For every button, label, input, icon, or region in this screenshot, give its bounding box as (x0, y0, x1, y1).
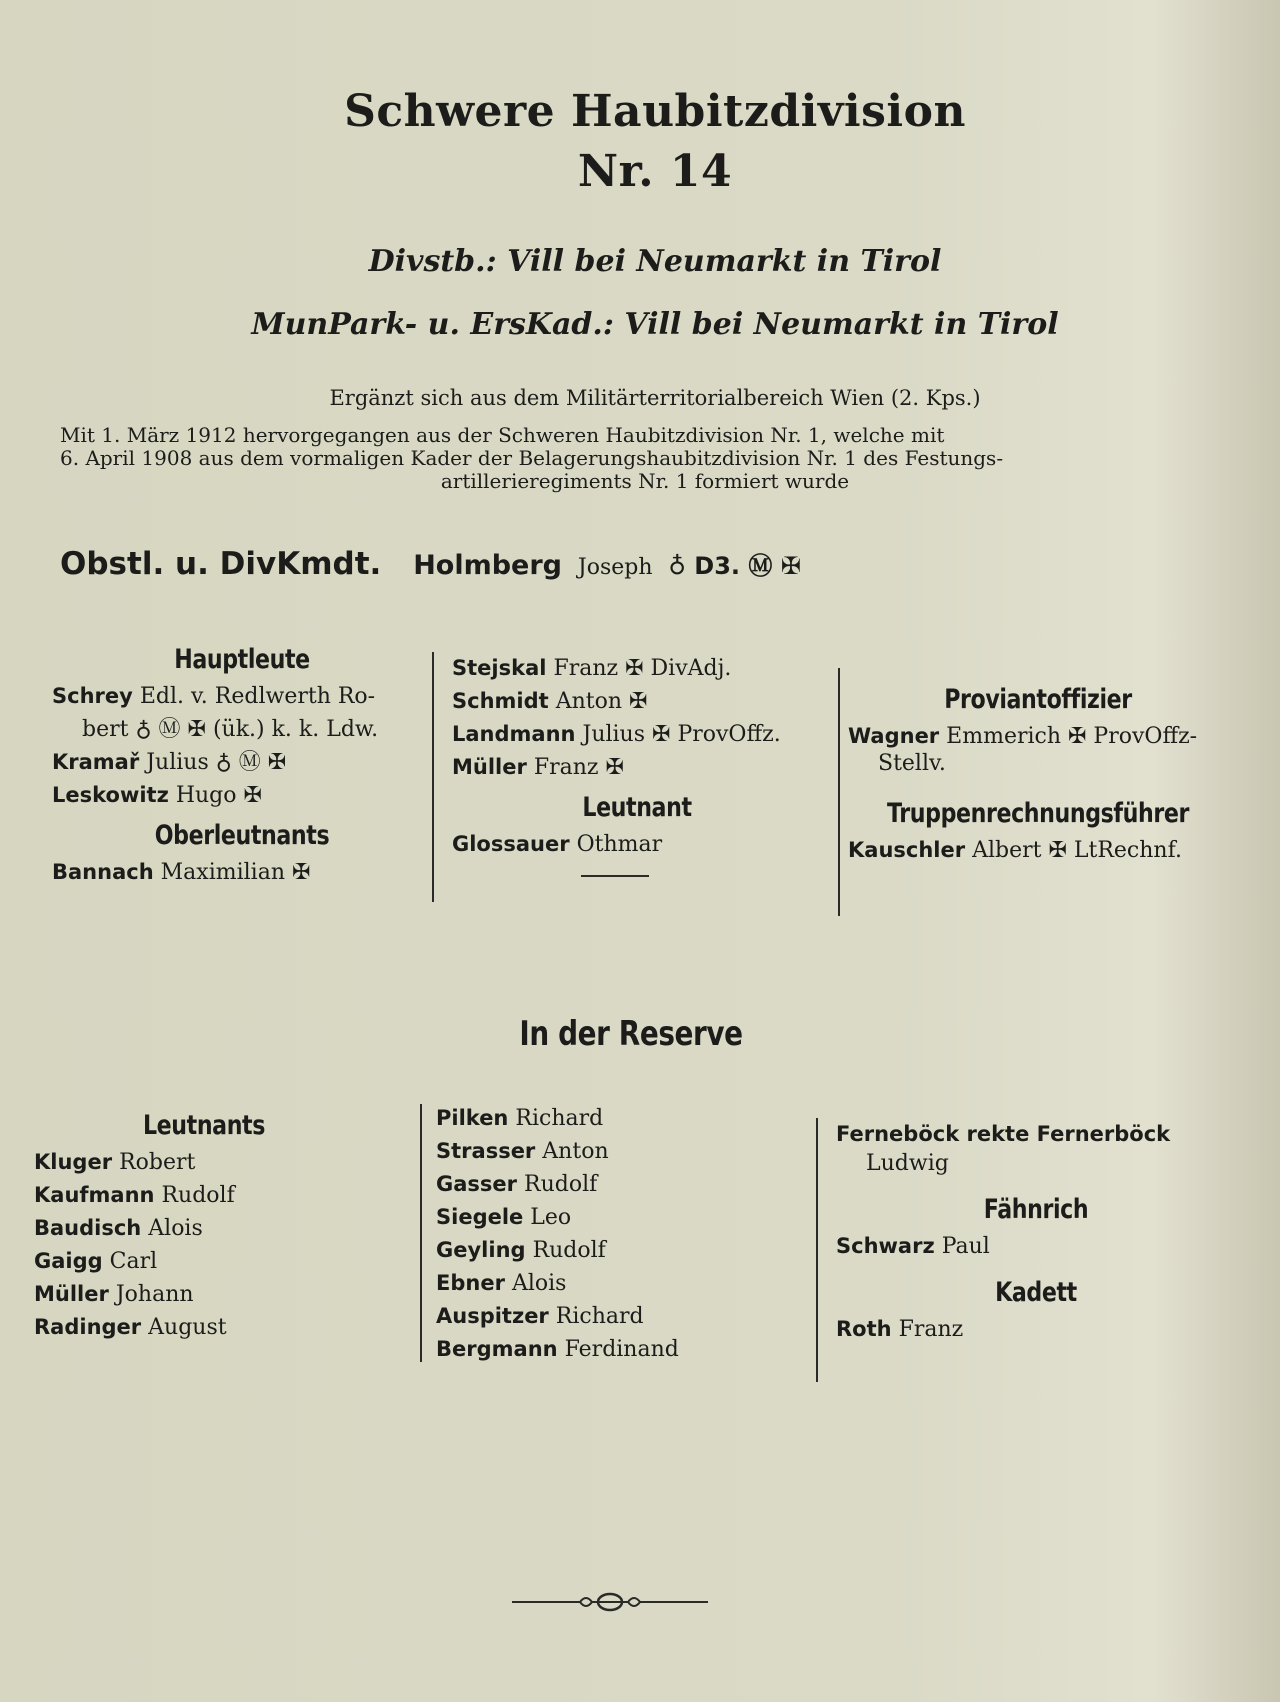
list-item: Kramař Julius ♁ Ⓜ ✠ (52, 750, 287, 775)
list-item: Kaufmann Rudolf (34, 1183, 235, 1208)
list-item: Siegele Leo (436, 1205, 572, 1230)
title-line-2: Nr. 14 (577, 146, 733, 197)
commander-decorations: ♁ D3. Ⓜ ✠ (668, 552, 801, 580)
reserve-column-2 (436, 1102, 796, 1366)
origin-line-3: artillerieregiments Nr. 1 formiert wurde (440, 469, 850, 493)
list-item: Wagner Emmerich ✠ ProvOffz- (848, 724, 1198, 749)
heading-provisions-officer: Proviantoffizier (944, 684, 1132, 715)
list-item: Müller Franz ✠ (452, 755, 624, 780)
list-item: bert ♁ Ⓜ ✠ (ük.) k. k. Ldw. (82, 717, 379, 742)
heading-lieutenant: Leutnant (582, 792, 692, 823)
list-item: Kluger Robert (34, 1150, 196, 1175)
list-item: Strasser Anton (436, 1139, 609, 1164)
list-item: Ludwig (866, 1151, 949, 1176)
section-end-rule (581, 875, 649, 877)
heading-accountant: Truppenrechnungsführer (887, 798, 1189, 829)
list-item: Kauschler Albert ✠ LtRechnf. (848, 838, 1182, 863)
list-item: Roth Franz (836, 1317, 964, 1342)
list-item: Leskowitz Hugo ✠ (52, 783, 262, 808)
list-item: Stejskal Franz ✠ DivAdj. (452, 656, 732, 681)
origin-paragraph (60, 424, 1230, 493)
commander-line (60, 546, 801, 582)
heading-captains: Hauptleute (174, 644, 310, 675)
list-item: Glossauer Othmar (452, 832, 663, 857)
commander-surname: Holmberg (413, 550, 563, 581)
list-item: Bannach Maximilian ✠ (52, 860, 311, 885)
heading-reserve-lieutenants: Leutnants (142, 1110, 266, 1141)
active-column-3 (848, 680, 1228, 867)
list-item: Gaigg Carl (34, 1249, 158, 1274)
list-item: Schwarz Paul (836, 1234, 990, 1259)
list-item: Baudisch Alois (34, 1216, 203, 1241)
list-item: Radinger August (34, 1315, 227, 1340)
list-item: Bergmann Ferdinand (436, 1337, 679, 1362)
reserve-column-1 (34, 1106, 374, 1344)
column-divider (838, 668, 840, 916)
staff-location: Divstb.: Vill bei Neumarkt in Tirol (368, 244, 942, 279)
column-divider (420, 1104, 422, 1362)
reserve-column-3 (836, 1118, 1236, 1346)
active-column-2 (452, 652, 822, 877)
commander-rank: Obstl. u. DivKmdt. (60, 546, 382, 582)
list-item: Ebner Alois (436, 1271, 567, 1296)
origin-line-2: 6. April 1908 aus dem vormaligen Kader der Belagerungshaubitzdivision Nr. 1 des Festungs- (60, 446, 1004, 470)
column-divider (432, 652, 434, 902)
commander-given-name: Joseph (577, 555, 653, 580)
reserve-heading: In der Reserve (519, 1014, 743, 1054)
recruitment-line: Ergänzt sich aus dem Militärterritorialbereich Wien (2. Kps.) (329, 386, 981, 410)
list-item: Gasser Rudolf (436, 1172, 598, 1197)
list-item: Schmidt Anton ✠ (452, 689, 648, 714)
list-item: Schrey Edl. v. Redlwerth Ro- (52, 684, 376, 709)
list-item: Pilken Richard (436, 1106, 604, 1131)
column-divider (816, 1118, 818, 1382)
heading-cadet: Kadett (995, 1277, 1077, 1308)
list-item: Ferneböck rekte Fernerböck (836, 1122, 1171, 1146)
list-item: Geyling Rudolf (436, 1238, 606, 1263)
list-item: Landmann Julius ✠ ProvOffz. (452, 722, 781, 747)
heading-ensign: Fähnrich (983, 1194, 1089, 1225)
active-column-1 (52, 640, 432, 889)
list-item: Stellv. (878, 751, 946, 776)
closing-ornament-icon (510, 1590, 710, 1614)
munpark-location: MunPark- u. ErsKad.: Vill bei Neumarkt in Tirol (251, 307, 1059, 342)
list-item: Auspitzer Richard (436, 1304, 644, 1329)
list-item: Müller Johann (34, 1282, 194, 1307)
heading-first-lieutenants: Oberleutnants (154, 820, 330, 851)
title-line-1: Schwere Haubitzdivision (344, 86, 966, 137)
origin-line-1: Mit 1. März 1912 hervorgegangen aus der Schweren Haubitzdivision Nr. 1, welche mit (60, 423, 945, 447)
